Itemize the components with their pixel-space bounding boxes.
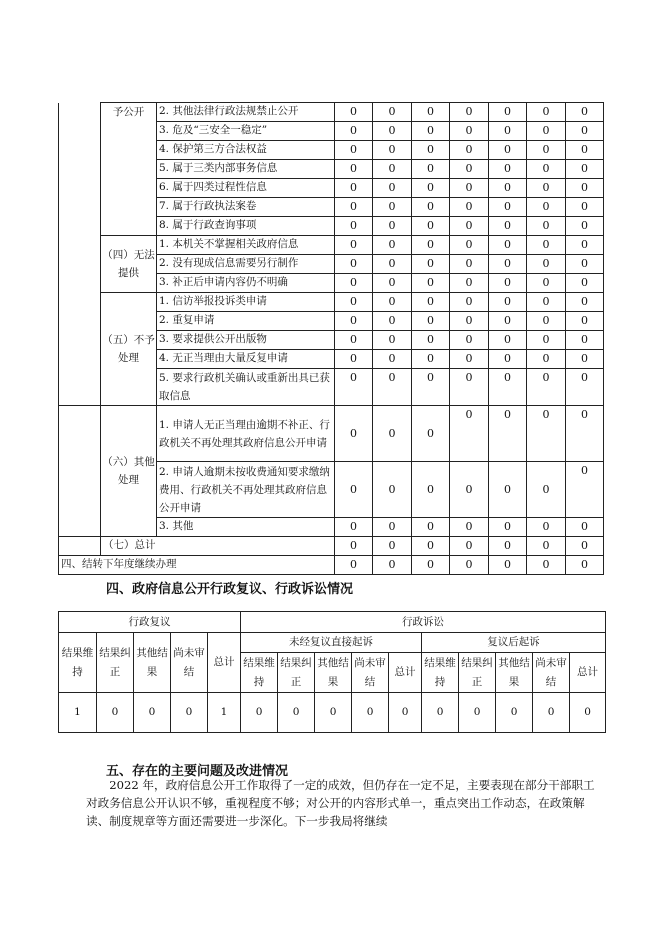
value-cell: 0 <box>412 537 450 556</box>
outer-blank-cell <box>59 537 101 556</box>
item-label: 5. 属于三类内部事务信息 <box>157 160 335 179</box>
review-col-1: 结果纠正 <box>97 633 134 693</box>
after-review-header: 复议后起诉 <box>422 633 606 653</box>
value-cell: 0 <box>489 293 527 312</box>
value-cell: 0 <box>373 217 412 236</box>
direct-col-0: 结果维持 <box>241 653 278 693</box>
value-cell: 0 <box>450 369 489 406</box>
value-cell: 0 <box>533 693 570 733</box>
value-cell: 0 <box>335 293 373 312</box>
value-cell: 0 <box>412 406 450 462</box>
value-cell: 0 <box>171 693 208 733</box>
value-cell: 0 <box>335 122 373 141</box>
table-row <box>59 236 604 255</box>
value-cell: 0 <box>489 462 527 518</box>
table-row <box>59 406 604 462</box>
value-cell: 0 <box>412 141 450 160</box>
value-cell: 0 <box>566 122 604 141</box>
value-cell: 0 <box>450 406 489 462</box>
value-cell: 0 <box>412 556 450 575</box>
item-label: 3. 其他 <box>157 518 335 537</box>
value-cell: 0 <box>566 179 604 198</box>
section-5-heading: 五、存在的主要问题及改进情况 <box>106 764 289 779</box>
litigation-header: 行政诉讼 <box>241 612 606 633</box>
review-col-4: 总计 <box>208 633 241 693</box>
item-label: 5. 要求行政机关确认或重新出具已获取信息 <box>157 369 335 406</box>
direct-col-3: 尚未审结 <box>352 653 389 693</box>
table-row <box>59 103 604 122</box>
value-cell: 0 <box>489 331 527 350</box>
value-cell: 0 <box>527 141 566 160</box>
value-cell: 0 <box>373 331 412 350</box>
value-cell: 0 <box>527 103 566 122</box>
item-label: 1. 信访举报投诉类申请 <box>157 293 335 312</box>
section-4-heading: 四、政府信息公开行政复议、行政诉讼情况 <box>106 582 354 597</box>
value-cell: 0 <box>489 255 527 274</box>
item-label: 4. 无正当理由大量反复申请 <box>157 350 335 369</box>
value-cell: 0 <box>335 255 373 274</box>
value-cell: 0 <box>450 293 489 312</box>
value-cell: 0 <box>570 693 606 733</box>
item-label: 3. 危及“三安全一稳定” <box>157 122 335 141</box>
table-row <box>59 537 604 556</box>
item-label: 6. 属于四类过程性信息 <box>157 179 335 198</box>
group-label-sec4: （四）无法提供 <box>101 236 157 293</box>
value-cell: 0 <box>335 312 373 331</box>
value-cell: 0 <box>566 331 604 350</box>
value-cell: 0 <box>412 312 450 331</box>
value-cell: 0 <box>335 556 373 575</box>
value-cell: 0 <box>527 556 566 575</box>
value-cell: 0 <box>373 179 412 198</box>
review-col-3: 尚未审结 <box>171 633 208 693</box>
value-cell: 0 <box>335 518 373 537</box>
item-label: 2. 没有现成信息需要另行制作 <box>157 255 335 274</box>
item-label: 4. 保护第三方合法权益 <box>157 141 335 160</box>
value-cell: 0 <box>450 236 489 255</box>
value-cell: 0 <box>527 406 566 462</box>
value-cell: 0 <box>489 406 527 462</box>
value-cell: 0 <box>450 537 489 556</box>
value-cell: 0 <box>489 160 527 179</box>
group-label-sec3: 予公开 <box>101 103 157 236</box>
table-row <box>59 556 604 575</box>
value-cell: 0 <box>527 331 566 350</box>
group-label-sec6: （六）其他处理 <box>101 406 157 537</box>
value-cell: 0 <box>489 103 527 122</box>
value-cell: 0 <box>489 141 527 160</box>
value-cell: 0 <box>489 556 527 575</box>
value-cell: 0 <box>489 369 527 406</box>
item-label: 7. 属于行政执法案卷 <box>157 198 335 217</box>
value-cell: 0 <box>422 693 459 733</box>
value-cell: 0 <box>450 350 489 369</box>
value-cell: 0 <box>489 198 527 217</box>
value-cell: 0 <box>527 537 566 556</box>
value-cell: 0 <box>450 217 489 236</box>
item-label: 2. 其他法律行政法规禁止公开 <box>157 103 335 122</box>
value-cell: 0 <box>335 331 373 350</box>
value-cell: 0 <box>335 236 373 255</box>
review-header: 行政复议 <box>59 612 241 633</box>
value-cell: 0 <box>450 462 489 518</box>
outer-blank-cell <box>59 103 101 406</box>
value-cell: 0 <box>566 350 604 369</box>
value-cell: 0 <box>566 537 604 556</box>
value-cell: 0 <box>566 198 604 217</box>
value-cell: 0 <box>527 312 566 331</box>
value-cell: 0 <box>373 103 412 122</box>
value-cell: 0 <box>527 236 566 255</box>
value-cell: 0 <box>527 217 566 236</box>
value-cell: 0 <box>412 103 450 122</box>
value-cell: 0 <box>412 369 450 406</box>
value-cell: 0 <box>134 693 171 733</box>
value-cell: 0 <box>373 518 412 537</box>
value-cell: 0 <box>566 369 604 406</box>
value-cell: 0 <box>335 217 373 236</box>
value-cell: 0 <box>373 293 412 312</box>
value-cell: 0 <box>489 179 527 198</box>
value-cell: 0 <box>335 350 373 369</box>
value-cell: 0 <box>527 198 566 217</box>
value-cell: 0 <box>450 122 489 141</box>
value-cell: 0 <box>489 217 527 236</box>
value-cell: 0 <box>389 693 422 733</box>
outer-blank-cell <box>59 406 101 537</box>
value-cell: 0 <box>412 350 450 369</box>
value-cell: 0 <box>335 198 373 217</box>
item-label: 1. 申请人无正当理由逾期不补正、行政机关不再处理其政府信息公开申请 <box>157 406 335 462</box>
value-cell: 0 <box>527 122 566 141</box>
value-cell: 0 <box>335 179 373 198</box>
item-label: 2. 申请人逾期未按收费通知要求缴纳费用、行政机关不再处理其政府信息公开申请 <box>157 462 335 518</box>
value-cell: 0 <box>450 179 489 198</box>
after-col-2: 其他结果 <box>496 653 533 693</box>
value-cell: 0 <box>527 179 566 198</box>
value-cell: 0 <box>527 274 566 293</box>
value-cell: 0 <box>373 236 412 255</box>
group-label-sec5: （五）不予处理 <box>101 293 157 406</box>
value-cell: 0 <box>412 236 450 255</box>
value-cell: 0 <box>373 160 412 179</box>
value-cell: 0 <box>527 518 566 537</box>
value-cell: 0 <box>412 217 450 236</box>
value-cell: 0 <box>527 293 566 312</box>
value-cell: 0 <box>489 537 527 556</box>
value-cell: 0 <box>97 693 134 733</box>
value-cell: 0 <box>373 198 412 217</box>
value-cell: 0 <box>527 369 566 406</box>
value-cell: 0 <box>566 160 604 179</box>
value-cell: 0 <box>412 122 450 141</box>
value-cell: 0 <box>566 255 604 274</box>
value-cell: 0 <box>335 406 373 462</box>
after-col-0: 结果维持 <box>422 653 459 693</box>
direct-header: 未经复议直接起诉 <box>241 633 422 653</box>
carry-over-label: 四、结转下年度继续办理 <box>59 556 335 575</box>
value-cell: 0 <box>373 274 412 293</box>
review-col-0: 结果维持 <box>59 633 97 693</box>
value-cell: 0 <box>335 462 373 518</box>
value-cell: 0 <box>566 462 604 518</box>
after-col-3: 尚未审结 <box>533 653 570 693</box>
value-cell: 0 <box>352 693 389 733</box>
value-cell: 0 <box>450 556 489 575</box>
value-cell: 0 <box>450 160 489 179</box>
value-cell: 0 <box>412 293 450 312</box>
total-label: （七）总计 <box>101 537 335 556</box>
value-cell: 0 <box>412 255 450 274</box>
item-label: 3. 补正后申请内容仍不明确 <box>157 274 335 293</box>
value-cell: 0 <box>450 141 489 160</box>
value-cell: 0 <box>489 312 527 331</box>
value-cell: 0 <box>450 198 489 217</box>
direct-col-1: 结果纠正 <box>278 653 315 693</box>
value-cell: 0 <box>335 369 373 406</box>
value-cell: 0 <box>412 198 450 217</box>
value-cell: 0 <box>335 141 373 160</box>
value-cell: 0 <box>566 312 604 331</box>
value-cell: 0 <box>566 103 604 122</box>
direct-col-2: 其他结果 <box>315 653 352 693</box>
value-cell: 0 <box>489 274 527 293</box>
item-label: 8. 属于行政查询事项 <box>157 217 335 236</box>
value-cell: 0 <box>489 122 527 141</box>
value-cell: 0 <box>450 255 489 274</box>
review-litigation-table <box>58 611 606 733</box>
value-cell: 0 <box>412 331 450 350</box>
item-label: 3. 要求提供公开出版物 <box>157 331 335 350</box>
value-cell: 0 <box>373 255 412 274</box>
value-cell: 0 <box>412 518 450 537</box>
disclosure-results-table <box>58 102 604 575</box>
value-cell: 0 <box>373 462 412 518</box>
value-cell: 0 <box>450 103 489 122</box>
value-cell: 0 <box>450 331 489 350</box>
value-cell: 0 <box>527 350 566 369</box>
value-cell: 0 <box>373 350 412 369</box>
value-cell: 0 <box>527 255 566 274</box>
table-row <box>59 693 606 733</box>
value-cell: 0 <box>566 236 604 255</box>
value-cell: 0 <box>335 274 373 293</box>
value-cell: 0 <box>450 312 489 331</box>
value-cell: 0 <box>450 518 489 537</box>
value-cell: 0 <box>373 556 412 575</box>
item-label: 2. 重复申请 <box>157 312 335 331</box>
review-col-2: 其他结果 <box>134 633 171 693</box>
value-cell: 0 <box>496 693 533 733</box>
value-cell: 0 <box>373 312 412 331</box>
value-cell: 0 <box>459 693 496 733</box>
value-cell: 0 <box>373 406 412 462</box>
value-cell: 0 <box>527 462 566 518</box>
value-cell: 0 <box>335 160 373 179</box>
value-cell: 0 <box>373 537 412 556</box>
value-cell: 0 <box>412 160 450 179</box>
value-cell: 1 <box>208 693 241 733</box>
value-cell: 1 <box>59 693 97 733</box>
value-cell: 0 <box>373 369 412 406</box>
value-cell: 0 <box>566 293 604 312</box>
value-cell: 0 <box>489 236 527 255</box>
value-cell: 0 <box>412 179 450 198</box>
item-label: 1. 本机关不掌握相关政府信息 <box>157 236 335 255</box>
value-cell: 0 <box>566 141 604 160</box>
value-cell: 0 <box>527 160 566 179</box>
value-cell: 0 <box>566 406 604 462</box>
value-cell: 0 <box>241 693 278 733</box>
value-cell: 0 <box>566 217 604 236</box>
value-cell: 0 <box>489 518 527 537</box>
value-cell: 0 <box>412 462 450 518</box>
after-col-4: 总计 <box>570 653 606 693</box>
value-cell: 0 <box>566 518 604 537</box>
section-5-paragraph: 2022 年，政府信息公开工作取得了一定的成效，但仍存在一定不足，主要表现在部分干部职工对政务信息公开认识不够，重视程度不够；对公开的内容形式单一，重点突出工作动态，在政策解读、制度规章等方面还需要进一步深化。下一步我局将继续 <box>86 778 595 828</box>
value-cell: 0 <box>335 537 373 556</box>
value-cell: 0 <box>278 693 315 733</box>
value-cell: 0 <box>335 103 373 122</box>
value-cell: 0 <box>566 274 604 293</box>
value-cell: 0 <box>489 350 527 369</box>
value-cell: 0 <box>412 274 450 293</box>
value-cell: 0 <box>450 274 489 293</box>
value-cell: 0 <box>566 556 604 575</box>
value-cell: 0 <box>315 693 352 733</box>
after-col-1: 结果纠正 <box>459 653 496 693</box>
direct-col-4: 总计 <box>389 653 422 693</box>
value-cell: 0 <box>373 122 412 141</box>
table-row <box>59 293 604 312</box>
value-cell: 0 <box>373 141 412 160</box>
